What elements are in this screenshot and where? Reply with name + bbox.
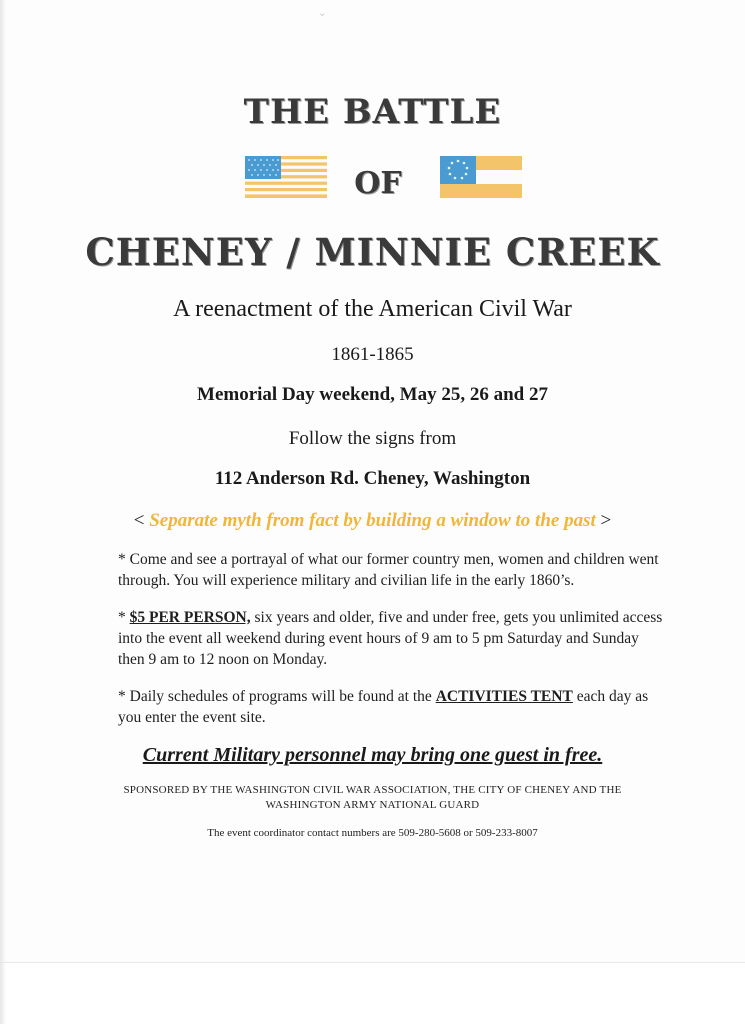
scan-bottom-strip <box>0 962 745 1025</box>
title-line-3: CHENEY / MINNIE CREEK <box>85 230 660 274</box>
military-guest-notice: Current Military personnel may bring one guest in free. <box>142 744 603 766</box>
event-address: 112 Anderson Rd. Cheney, Washington <box>214 468 531 489</box>
price-details: six years and older, five and under free, gets you unlimited access into the event all weekend during event hours of 9 am to 5 pm Saturday and Sunday then 9 am to 12 noon on Monday. <box>118 609 663 668</box>
price-label: $5 PER PERSON, <box>129 609 251 626</box>
contact-numbers: The event coordinator contact numbers are 509-280-5608 or 509-233-8007 <box>207 827 538 839</box>
tagline-text: Separate myth from fact by building a window to the past <box>149 510 596 531</box>
title-of: OF <box>354 166 402 201</box>
activities-tent-label: ACTIVITIES TENT <box>435 688 573 705</box>
follow-signs-text: Follow the signs from <box>288 428 457 449</box>
tagline <box>0 510 745 532</box>
bullet: * <box>118 609 130 626</box>
schedule-intro: * Daily schedules of programs will be found at the <box>118 688 436 705</box>
event-dates: Memorial Day weekend, May 25, 26 and 27 <box>197 384 548 405</box>
sponsor-line-2: WASHINGTON ARMY NATIONAL GUARD <box>265 799 480 811</box>
description-paragraph: * Come and see a portrayal of what our former country men, women and children went through. You will experience military and civilian life in the early 1860’s. <box>118 551 659 589</box>
title-line-1: THE BATTLE <box>243 92 502 132</box>
tagline-open-bracket: < <box>133 510 145 531</box>
union-flag-icon <box>245 156 327 198</box>
price-paragraph <box>118 607 663 670</box>
confederate-flag-icon <box>440 156 522 198</box>
subtitle: A reenactment of the American Civil War <box>173 296 572 322</box>
years: 1861-1865 <box>331 344 414 365</box>
tagline-close-bracket: > <box>600 510 612 531</box>
schedule-outro: each day as you enter the event site. <box>118 688 649 726</box>
sponsor-line-1: SPONSORED BY THE WASHINGTON CIVIL WAR ASSOCIATION, THE CITY OF CHENEY AND THE <box>123 784 622 796</box>
schedule-paragraph <box>118 686 663 728</box>
scan-speck: ⌄ <box>318 8 327 19</box>
